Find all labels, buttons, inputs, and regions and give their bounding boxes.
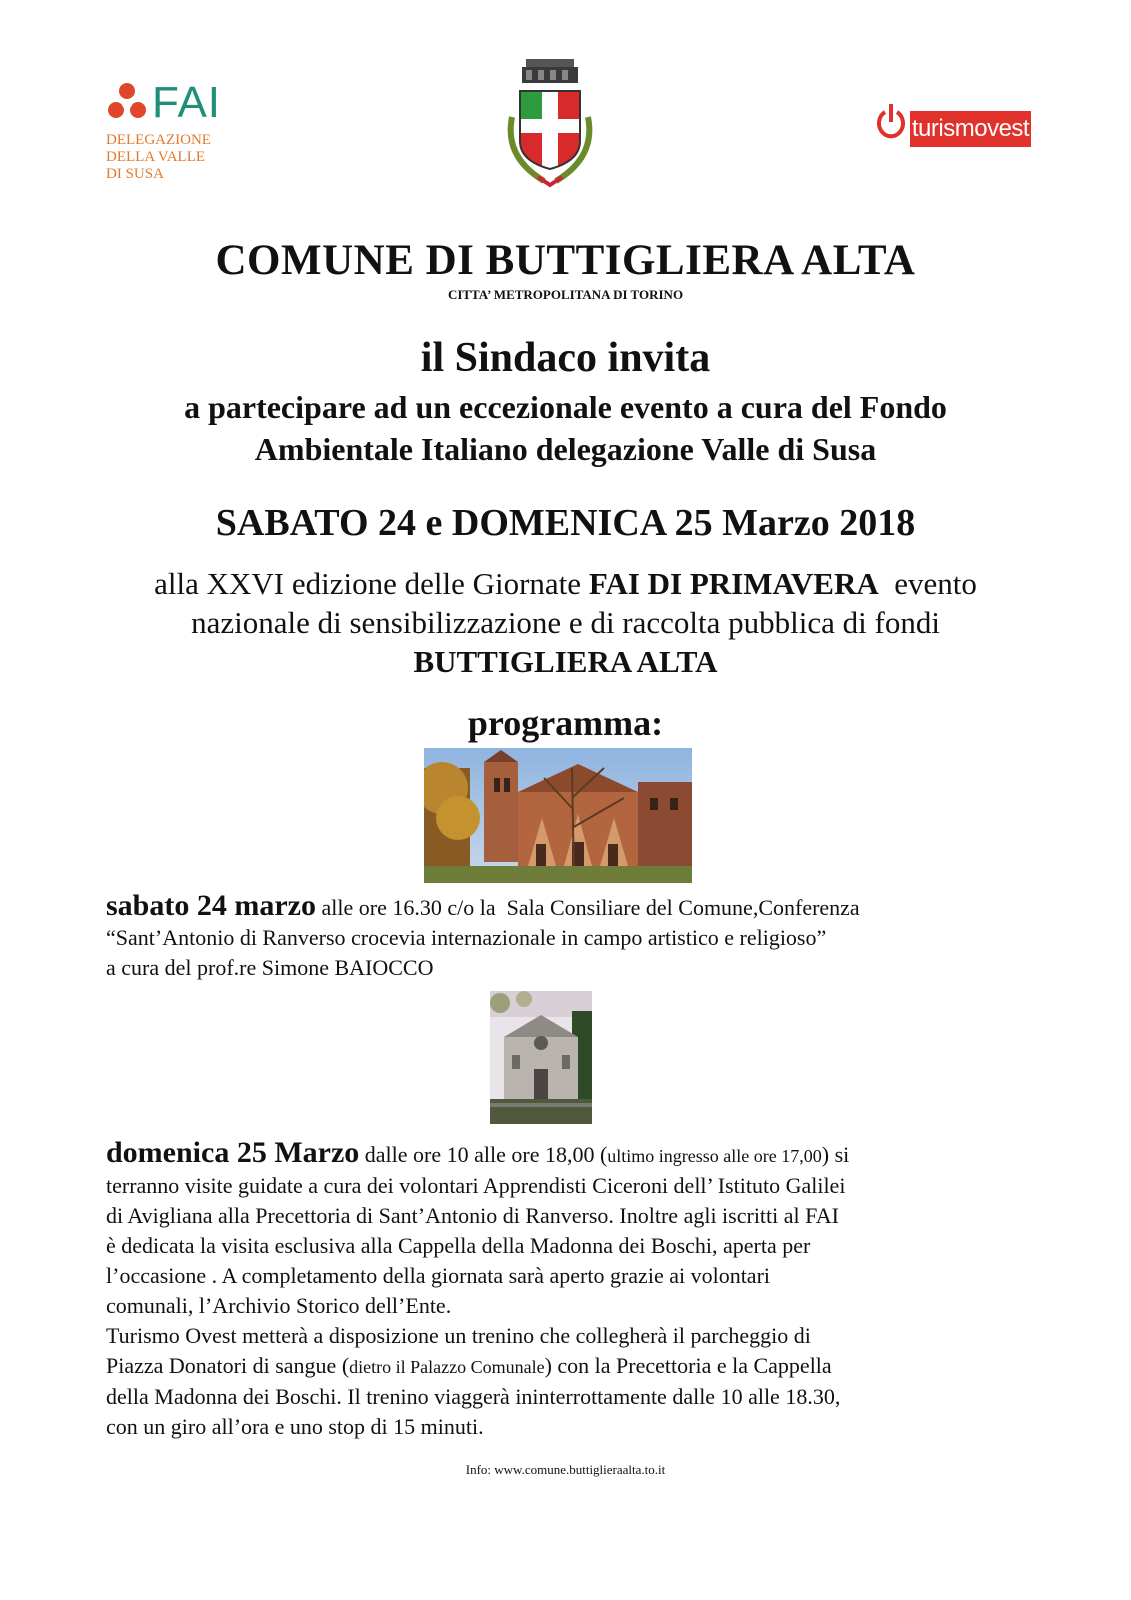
edition-highlight: FAI DI PRIMAVERA bbox=[588, 566, 879, 601]
sunday-line: con un giro all’ora e uno stop di 15 minuti. bbox=[106, 1414, 484, 1439]
event-dates: SABATO 24 e DOMENICA 25 Marzo 2018 bbox=[215, 502, 916, 544]
edition-text: evento bbox=[878, 566, 977, 601]
saturday-program bbox=[106, 891, 1036, 983]
turismo-wordmark: turismovest bbox=[910, 111, 1031, 147]
fai-logo bbox=[106, 80, 236, 190]
sunday-line: è dedicata la visita esclusiva alla Cappella della Madonna dei Boschi, aperta per bbox=[106, 1233, 811, 1258]
sunday-line: Turismo Ovest metterà a disposizione un trenino che collegherà il parcheggio di bbox=[106, 1323, 811, 1348]
turismo-ovest-logo bbox=[877, 100, 1033, 152]
sunday-line: terranno visite guidate a cura dei volontari Apprendisti Ciceroni dell’ Istituto Galilei bbox=[106, 1173, 846, 1198]
page-subtitle: CITTA’ METROPOLITANA DI TORINO bbox=[447, 287, 684, 302]
sunday-small-text: dietro il Palazzo Comunale bbox=[349, 1357, 545, 1377]
sunday-line: della Madonna dei Boschi. Il trenino viaggerà ininterrottamente dalle 10 alle 18.30, bbox=[106, 1384, 841, 1409]
sunday-line: di Avigliana alla Precettoria di Sant’Antonio di Ranverso. Inoltre agli iscritti al FAI bbox=[106, 1203, 839, 1228]
saturday-line bbox=[106, 891, 1036, 923]
saturday-day: sabato 24 marzo bbox=[106, 889, 316, 922]
sunday-day: domenica 25 Marzo bbox=[106, 1136, 360, 1169]
precettoria-sant-antonio-photo bbox=[424, 748, 692, 883]
sunday-line bbox=[106, 1138, 1036, 1171]
saturday-text: alle ore 16.30 c/o la Sala Consiliare del Comune,Conferenza bbox=[315, 895, 860, 920]
sunday-text: ) con la Precettoria e la Cappella bbox=[544, 1353, 832, 1378]
info-footer: Info: www.comune.buttiglieraalta.to.it bbox=[465, 1462, 666, 1477]
fai-delegation-line: DI SUSA bbox=[106, 166, 164, 182]
fai-delegation-text bbox=[106, 132, 211, 183]
edition-text: alla XXVI edizione delle Giornate bbox=[154, 566, 589, 601]
invite-heading: il Sindaco invita bbox=[420, 335, 711, 381]
programma-heading: programma: bbox=[467, 703, 664, 743]
page-title: COMUNE DI BUTTIGLIERA ALTA bbox=[215, 237, 916, 284]
saturday-line: “Sant’Antonio di Ranverso crocevia internazionale in campo artistico e religioso” bbox=[106, 925, 827, 950]
invite-line: a partecipare ad un eccezionale evento a cura del Fondo bbox=[184, 389, 947, 425]
fai-delegation-line: DELLA VALLE bbox=[106, 149, 206, 165]
sunday-line: l’occasione . A completamento della giornata sarà aperto grazie ai volontari bbox=[106, 1263, 771, 1288]
sunday-small-text: ultimo ingresso alle ore 17,00 bbox=[607, 1146, 822, 1166]
invite-line: Ambientale Italiano delegazione Valle di Susa bbox=[254, 431, 877, 467]
sunday-program bbox=[106, 1138, 1036, 1442]
saturday-line: a cura del prof.re Simone BAIOCCO bbox=[106, 955, 434, 980]
sunday-line: comunali, l’Archivio Storico dell’Ente. bbox=[106, 1293, 452, 1318]
power-ring-icon bbox=[877, 102, 905, 142]
fai-flower-icon bbox=[106, 82, 148, 124]
edition-location: BUTTIGLIERA ALTA bbox=[413, 644, 718, 679]
sunday-line bbox=[106, 1351, 1036, 1382]
municipal-coat-of-arms-icon bbox=[498, 57, 602, 191]
sunday-text: dalle ore 10 alle ore 18,00 ( bbox=[359, 1142, 608, 1167]
fai-delegation-line: DELEGAZIONE bbox=[106, 132, 211, 148]
sunday-text: ) si bbox=[821, 1142, 850, 1167]
sunday-text: Piazza Donatori di sangue ( bbox=[106, 1353, 350, 1378]
fai-wordmark: FAI bbox=[152, 78, 222, 127]
cappella-madonna-dei-boschi-photo bbox=[490, 991, 592, 1124]
edition-line bbox=[0, 566, 1131, 602]
edition-line: nazionale di sensibilizzazione e di raccolta pubblica di fondi bbox=[191, 605, 940, 640]
